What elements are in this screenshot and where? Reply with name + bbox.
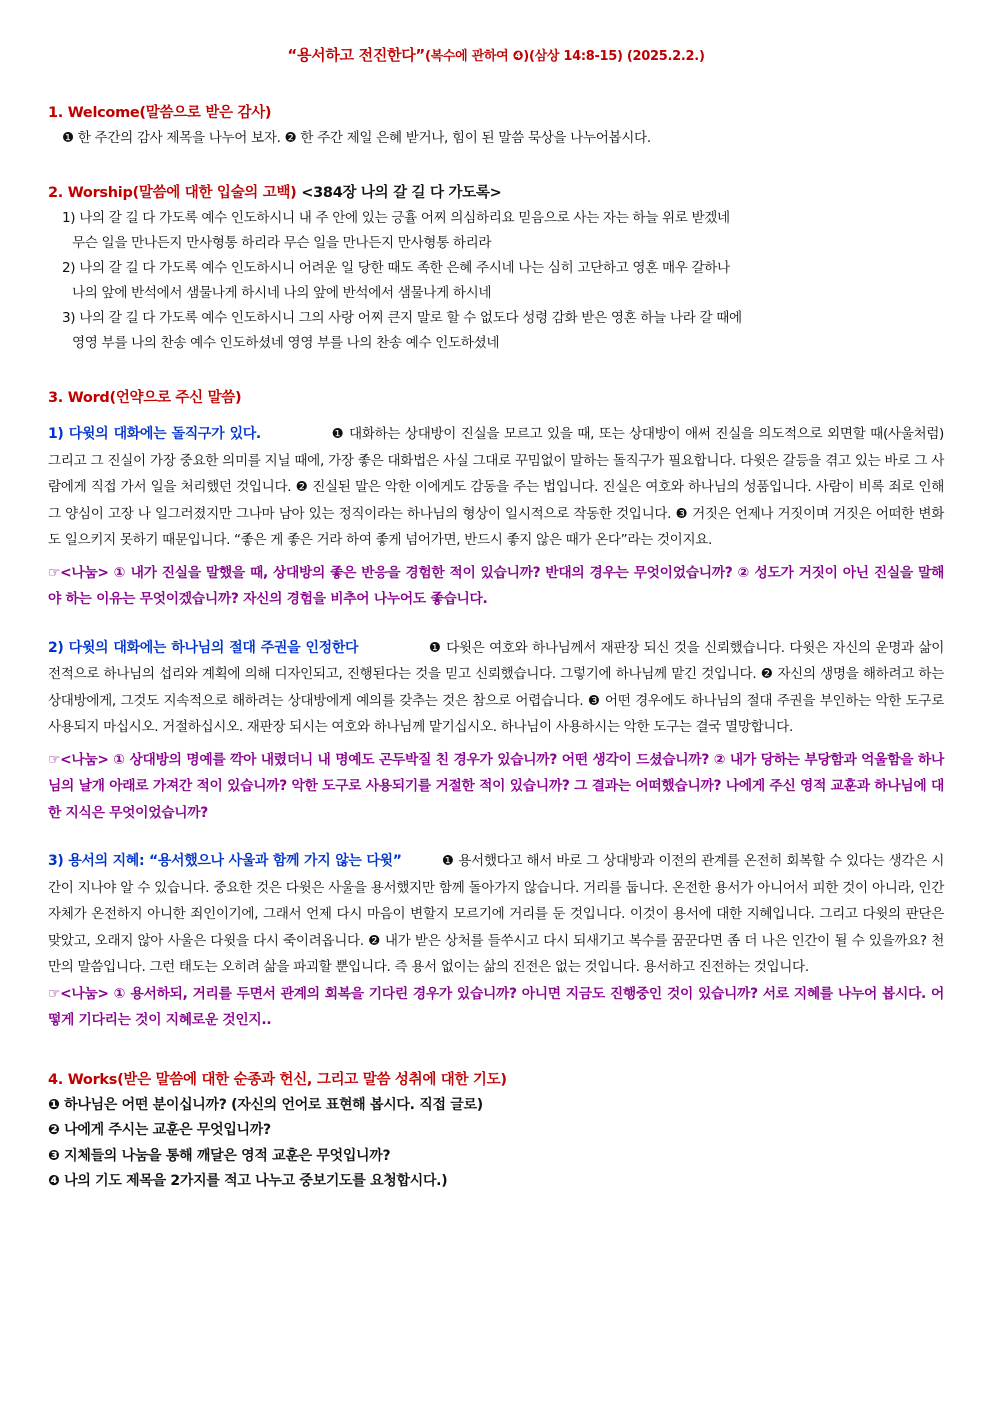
works-item-2: ❷ 나에게 주시는 교훈은 무엇입니까?	[48, 1122, 271, 1138]
page-title	[48, 44, 944, 65]
verse-2-line-2: 나의 앞에 반석에서 샘물나게 하시네 나의 앞에 반석에서 샘물나게 하시네	[72, 285, 492, 301]
word-subsection-1	[48, 421, 944, 613]
works-item-1: ❶ 하나님은 어떤 분이십니까? (자신의 언어로 표현해 봅시다. 직접 글로)	[48, 1096, 483, 1113]
works-heading: 4. Works(받은 말씀에 대한 순종과 헌신, 그리고 말씀 성취에 대한 기도)	[48, 1071, 507, 1088]
hymn-title: <384장 나의 갈 길 다 가도록>	[301, 185, 502, 201]
welcome-section	[48, 101, 944, 151]
verse-2-line-1: 2) 나의 갈 길 다 가도록 예수 인도하시니 어려운 일 당한 때도 족한 은혜 주시네 나는 심히 고단하고 영혼 매우 갈하나	[62, 260, 730, 276]
word-subsection-2	[48, 635, 944, 827]
worship-heading-label: 2. Worship(말씀에 대한 입술의 고백)	[48, 185, 297, 201]
word-2-body	[48, 635, 944, 741]
verse-3-line-1: 3) 나의 갈 길 다 가도록 예수 인도하시니 그의 사랑 어찌 큰지 말로 할 수 없도다 성령 감화 받은 영혼 하늘 나라 갈 때에	[62, 310, 742, 326]
word-3-text: ❶ 용서했다고 해서 바로 그 상대방과 이전의 관계를 온전히 회복할 수 있다는 생각은 시간이 지나야 알 수 있습니다. 중요한 것은 다윗은 사울을 용서했지만 함께 돌아가지 않습니다. 거리를 둡니다. 온전한 용서가 아니어서 피한 것이 아니라, 인간 자체가 온전하지 아니한 죄인이기에, 그래서 언제 다시 마음이 변할지 모르기에 거리를 둔 것입니다. 이것이 용서에 대한 지혜입니다. 그리고 다윗의 판단은 맞았고, 오래지 않아 사울은 다윗을 다시 죽이려옵니다. ❷ 내가 받은 상처를 들쑤시고 다시 되새기고 복수를 꿈꾼다면 좀 더 나은 인간이 될 수 있을까요? 천만의 말씀입니다. 그런 태도는 오히려 삶을 파괴할 뿐입니다. 즉 용서 없이는 삶의 진전은 없는 것입니다. 용서하고 진전하는 것입니다.	[48, 853, 944, 975]
verse-1-line-1: 1) 나의 갈 길 다 가도록 예수 인도하시니 내 주 안에 있는 긍휼 어찌 의심하리요 믿음으로 사는 자는 하늘 위로 받겠네	[62, 210, 730, 226]
welcome-text: ❶ 한 주간의 감사 제목을 나누어 보자. ❷ 한 주간 제일 은혜 받거나, 힘이 된 말씀 묵상을 나누어봅시다.	[62, 130, 651, 146]
word-1-subheading: 1) 다윗의 대화에는 돌직구가 있다.	[48, 426, 261, 442]
word-2-subheading: 2) 다윗의 대화에는 하나님의 절대 주권을 인정한다	[48, 639, 359, 656]
title-sub: (복수에 관하여 ❹)(삼상 14:8-15) (2025.2.2.)	[424, 49, 705, 64]
works-section	[48, 1068, 944, 1195]
word-subsection-3	[48, 848, 944, 1034]
welcome-heading: 1. Welcome(말씀으로 받은 감사)	[48, 105, 272, 121]
verse-1-line-2: 무슨 일을 만나든지 만사형통 하리라 무슨 일을 만나든지 만사형통 하리라	[72, 235, 492, 251]
word-1-body	[48, 421, 944, 554]
works-item-3: ❸ 지체들의 나눔을 통해 깨달은 영적 교훈은 무엇입니까?	[48, 1147, 391, 1164]
worship-heading	[48, 181, 944, 202]
word-heading: 3. Word(언약으로 주신 말씀)	[48, 390, 242, 406]
title-main: “용서하고 전진한다”	[287, 46, 425, 64]
word-1-share: ☞<나눔> ① 내가 진실을 말했을 때, 상대방의 좋은 반응을 경험한 적이 있습니까? 반대의 경우는 무엇이었습니까? ② 성도가 거짓이 아닌 진실을 말해야 하는 이유는 무엇이겠습니까? 자신의 경험을 비추어 나누어도 좋습니다.	[48, 564, 944, 607]
word-2-text: ❶ 다윗은 여호와 하나님께서 재판장 되신 것을 신뢰했습니다. 다윗은 자신의 운명과 삶이 전적으로 하나님의 섭리와 계획에 의해 디자인되고, 진행된다는 것을 믿고 신뢰했습니다. 그렇기에 하나님께 맡긴 것입니다. ❷ 자신의 생명을 해하려고 하는 상대방에게, 그것도 지속적으로 해하려는 상대방에게 예의를 갖추는 것은 참으로 어렵습니다. ❸ 어떤 경우에도 하나님의 절대 주권을 부인하는 악한 도구로 사용되지 마십시오. 거절하십시오. 재판장 되시는 여호와 하나님께 맡기십시오. 하나님이 사용하시는 악한 도구는 결국 멸망합니다.	[48, 639, 944, 735]
word-2-share: ☞<나눔> ① 상대방의 명예를 깍아 내렸더니 내 명예도 곤두박질 친 경우가 있습니까? 어떤 생각이 드셨습니까? ② 내가 당하는 부당함과 억울함을 하나님의 날개 아래로 가져간 적이 있습니까? 악한 도구로 사용되기를 거절한 적이 있습니까? 그 결과는 어떠했습니까? 나에게 주신 영적 교훈과 하나님에 대한 지식은 무엇이었습니까?	[48, 751, 944, 821]
word-section	[48, 386, 944, 1034]
worship-section	[48, 181, 944, 356]
word-1-text: ❶ 대화하는 상대방이 진실을 모르고 있을 때, 또는 상대방이 애써 진실을 의도적으로 외면할 때(사울처럼) 그리고 그 진실이 가장 중요한 의미를 지닐 때에, 가장 좋은 대화법은 사실 그대로 꾸밈없이 말하는 돌직구가 필요합니다. 다윗은 갈등을 겪고 있는 바로 그 사람에게 직접 가서 일을 처리했던 것입니다. ❷ 진실된 말은 악한 이에게도 감동을 주는 법입니다. 진실은 여호와 하나님의 성품입니다. 사람이 비록 죄로 인해 그 양심이 고장 나 일그러졌지만 그나마 남아 있는 정직이라는 하나님의 형상이 일시적으로 작동한 것입니다. ❸ 거짓은 언제나 거짓이며 거짓은 어떠한 변화도 일으키지 못하기 때문입니다. “좋은 게 좋은 거라 하여 좋게 넘어가면, 반드시 좋지 않은 때가 온다”라는 것이지요.	[48, 426, 944, 548]
works-item-4: ❹ 나의 기도 제목을 2가지를 적고 나누고 중보기도를 요청합시다.)	[48, 1173, 448, 1189]
word-3-subheading: 3) 용서의 지혜: “용서했으나 사울과 함께 가지 않는 다윗”	[48, 853, 402, 869]
verse-3-line-2: 영영 부를 나의 찬송 예수 인도하셨네 영영 부를 나의 찬송 예수 인도하셨네	[72, 335, 500, 351]
word-3-body	[48, 848, 944, 981]
word-3-share: ☞<나눔> ① 용서하되, 거리를 두면서 관계의 회복을 기다린 경우가 있습니까? 아니면 지금도 진행중인 것이 있습니까? 서로 지혜를 나누어 봅시다. 어떻게 기다리는 것이 지혜로운 것인지..	[48, 985, 944, 1028]
